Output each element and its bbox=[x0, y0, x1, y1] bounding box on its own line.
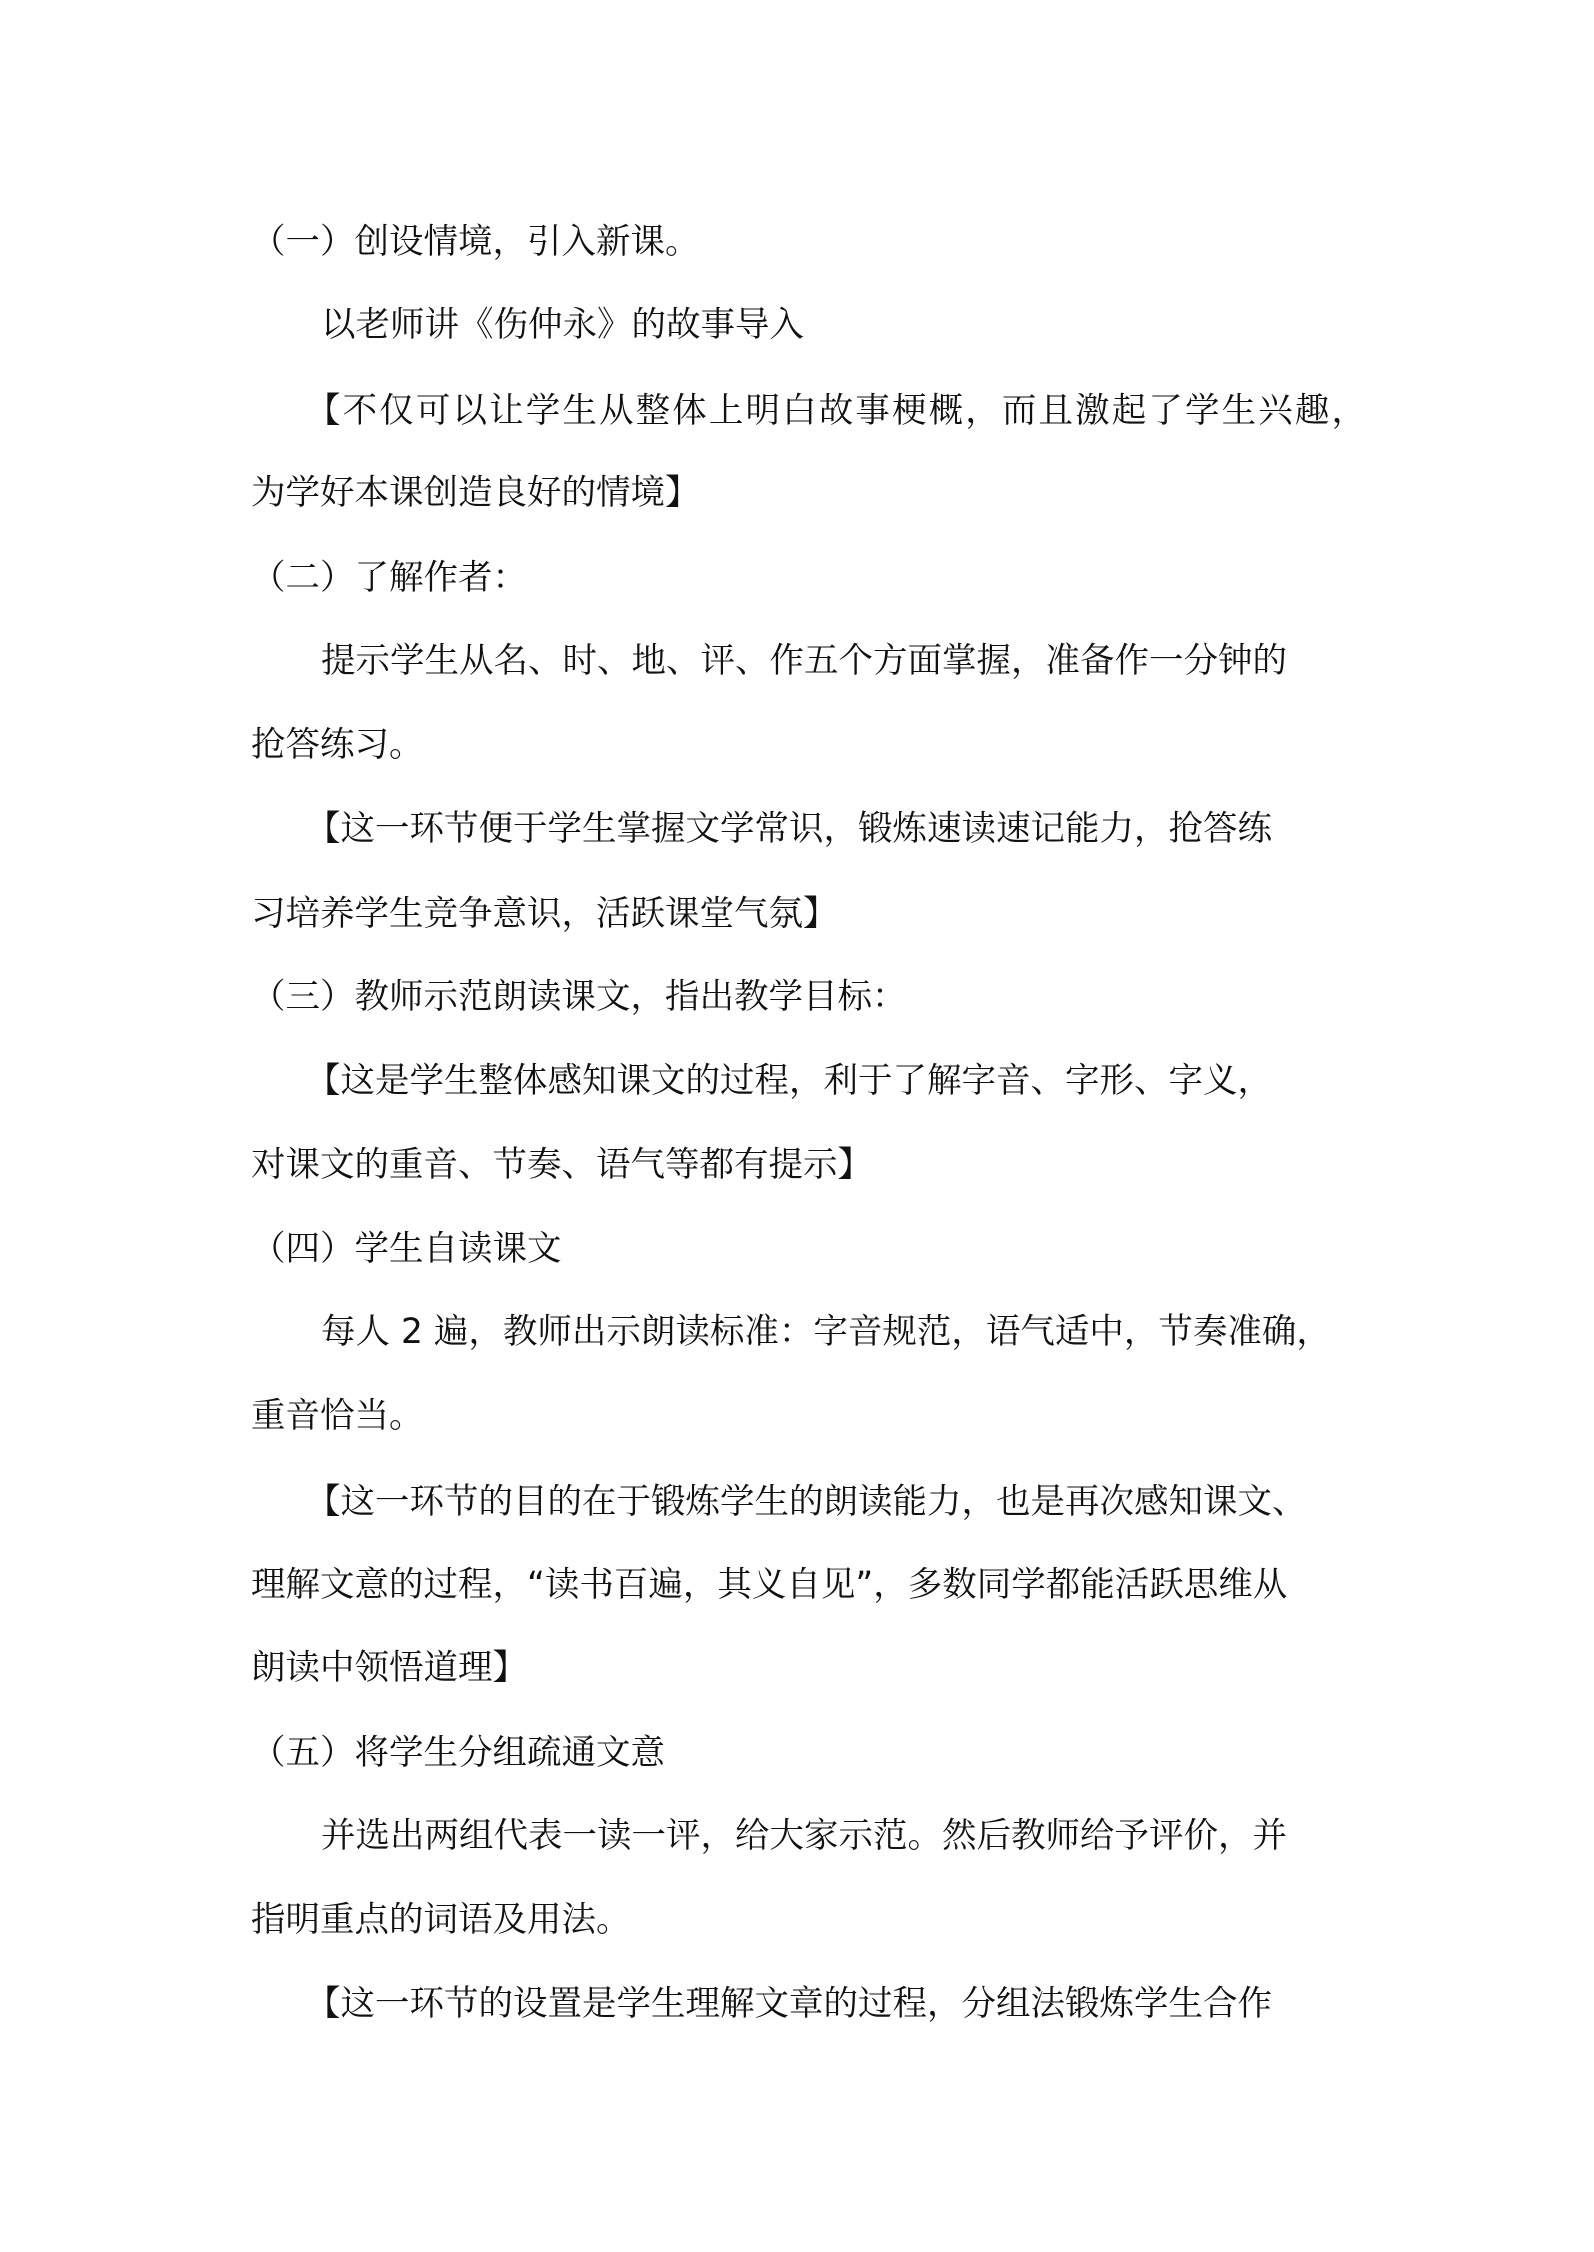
section-4-note-line-1: 【这一环节的目的在于锻炼学生的朗读能力，也是再次感知课文、 bbox=[306, 1482, 1307, 1522]
section-2-text-line-2: 抢答练习。 bbox=[251, 725, 424, 765]
section-4-note-line-2: 理解文意的过程，“读书百遍，其义自见”，多数同学都能活跃思维从 bbox=[251, 1565, 1288, 1605]
section-5-text-line-1: 并选出两组代表一读一评，给大家示范。然后教师给予评价，并 bbox=[321, 1816, 1287, 1856]
section-3-heading: （三）教师示范朗读课文，指出教学目标： bbox=[251, 977, 907, 1017]
section-3-note-line-1: 【这是学生整体感知课文的过程，利于了解字音、字形、字义， bbox=[306, 1061, 1272, 1101]
section-4-text-line-2: 重音恰当。 bbox=[251, 1396, 424, 1436]
section-4-note-line-3: 朗读中领悟道理】 bbox=[251, 1648, 527, 1688]
section-5-heading: （五）将学生分组疏通文意 bbox=[251, 1733, 665, 1773]
section-4-text-line-1: 每人 2 遍，教师出示朗读标准：字音规范，语气适中，节奏准确， bbox=[321, 1312, 1331, 1352]
section-2-text-line-1: 提示学生从名、时、地、评、作五个方面掌握，准备作一分钟的 bbox=[321, 641, 1287, 681]
section-1-note-line-2: 为学好本课创造良好的情境】 bbox=[251, 473, 700, 513]
section-2-note-line-1: 【这一环节便于学生掌握文学常识，锻炼速读速记能力，抢答练 bbox=[306, 809, 1272, 849]
section-5-text-line-2: 指明重点的词语及用法。 bbox=[251, 1900, 631, 1940]
section-5-note-line-1: 【这一环节的设置是学生理解文章的过程，分组法锻炼学生合作 bbox=[306, 1984, 1272, 2024]
section-2-heading: （二）了解作者： bbox=[251, 558, 527, 598]
section-1-heading: （一）创设情境，引入新课。 bbox=[251, 222, 700, 262]
section-2-note-line-2: 习培养学生竞争意识，活跃课堂气氛】 bbox=[251, 894, 838, 934]
section-1-note-line-1: 【不仅可以让学生从整体上明白故事梗概，而且激起了学生兴趣， bbox=[306, 391, 1366, 431]
section-1-text: 以老师讲《伤仲永》的故事导入 bbox=[321, 305, 804, 345]
section-4-heading: （四）学生自读课文 bbox=[251, 1229, 562, 1269]
section-3-note-line-2: 对课文的重音、节奏、语气等都有提示】 bbox=[251, 1145, 872, 1185]
